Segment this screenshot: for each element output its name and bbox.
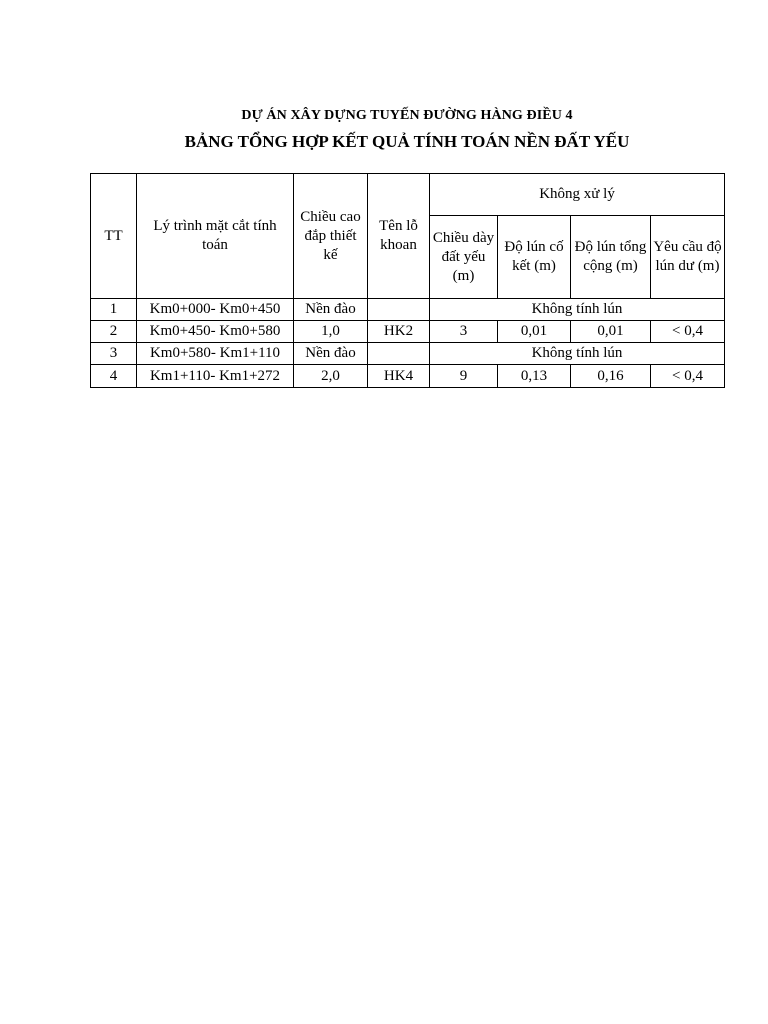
- project-title: DỰ ÁN XÂY DỰNG TUYẾN ĐƯỜNG HÀNG ĐIỀU 4: [241, 108, 573, 123]
- header-tt: TT: [91, 174, 137, 299]
- header-row-1: [91, 174, 725, 216]
- cell-do-lun-co-ket: 0,13: [498, 365, 571, 388]
- table-row: [91, 343, 725, 365]
- cell-ly-trinh: Km0+000- Km0+450: [137, 299, 294, 321]
- cell-tt: 3: [91, 343, 137, 365]
- cell-yeu-cau: < 0,4: [651, 321, 725, 343]
- cell-chieu-cao: 2,0: [294, 365, 368, 388]
- settlement-results-table: [90, 173, 725, 388]
- cell-chieu-cao: Nền đào: [294, 343, 368, 365]
- header-yeu-cau: Yêu cầu độ lún dư (m): [651, 216, 725, 299]
- header-do-lun-co-ket: Độ lún cố kết (m): [498, 216, 571, 299]
- cell-do-lun-tong: 0,16: [571, 365, 651, 388]
- cell-note: Không tính lún: [430, 343, 725, 365]
- cell-ly-trinh: Km0+450- Km0+580: [137, 321, 294, 343]
- cell-chieu-cao: Nền đào: [294, 299, 368, 321]
- header-chieu-day: Chiều dày đất yếu (m): [430, 216, 498, 299]
- header-do-lun-tong: Độ lún tổng cộng (m): [571, 216, 651, 299]
- cell-ten-lo-khoan: [368, 343, 430, 365]
- header-ten-lo-khoan: Tên lỗ khoan: [368, 174, 430, 299]
- header-ly-trinh: Lý trình mặt cắt tính toán: [137, 174, 294, 299]
- cell-tt: 2: [91, 321, 137, 343]
- header-chieu-cao: Chiều cao đắp thiết kế: [294, 174, 368, 299]
- header-khong-xu-ly: Không xử lý: [430, 174, 725, 216]
- table-row: [91, 321, 725, 343]
- cell-do-lun-tong: 0,01: [571, 321, 651, 343]
- cell-note: Không tính lún: [430, 299, 725, 321]
- cell-ten-lo-khoan: HK4: [368, 365, 430, 388]
- cell-do-lun-co-ket: 0,01: [498, 321, 571, 343]
- cell-ly-trinh: Km1+110- Km1+272: [137, 365, 294, 388]
- cell-tt: 1: [91, 299, 137, 321]
- cell-chieu-day: 9: [430, 365, 498, 388]
- cell-chieu-day: 3: [430, 321, 498, 343]
- cell-ten-lo-khoan: [368, 299, 430, 321]
- table-row: [91, 299, 725, 321]
- cell-chieu-cao: 1,0: [294, 321, 368, 343]
- cell-ly-trinh: Km0+580- Km1+110: [137, 343, 294, 365]
- table-row: [91, 365, 725, 388]
- cell-tt: 4: [91, 365, 137, 388]
- table-title: BẢNG TỔNG HỢP KẾT QUẢ TÍNH TOÁN NỀN ĐẤT YẾU: [184, 132, 630, 151]
- cell-ten-lo-khoan: HK2: [368, 321, 430, 343]
- cell-yeu-cau: < 0,4: [651, 365, 725, 388]
